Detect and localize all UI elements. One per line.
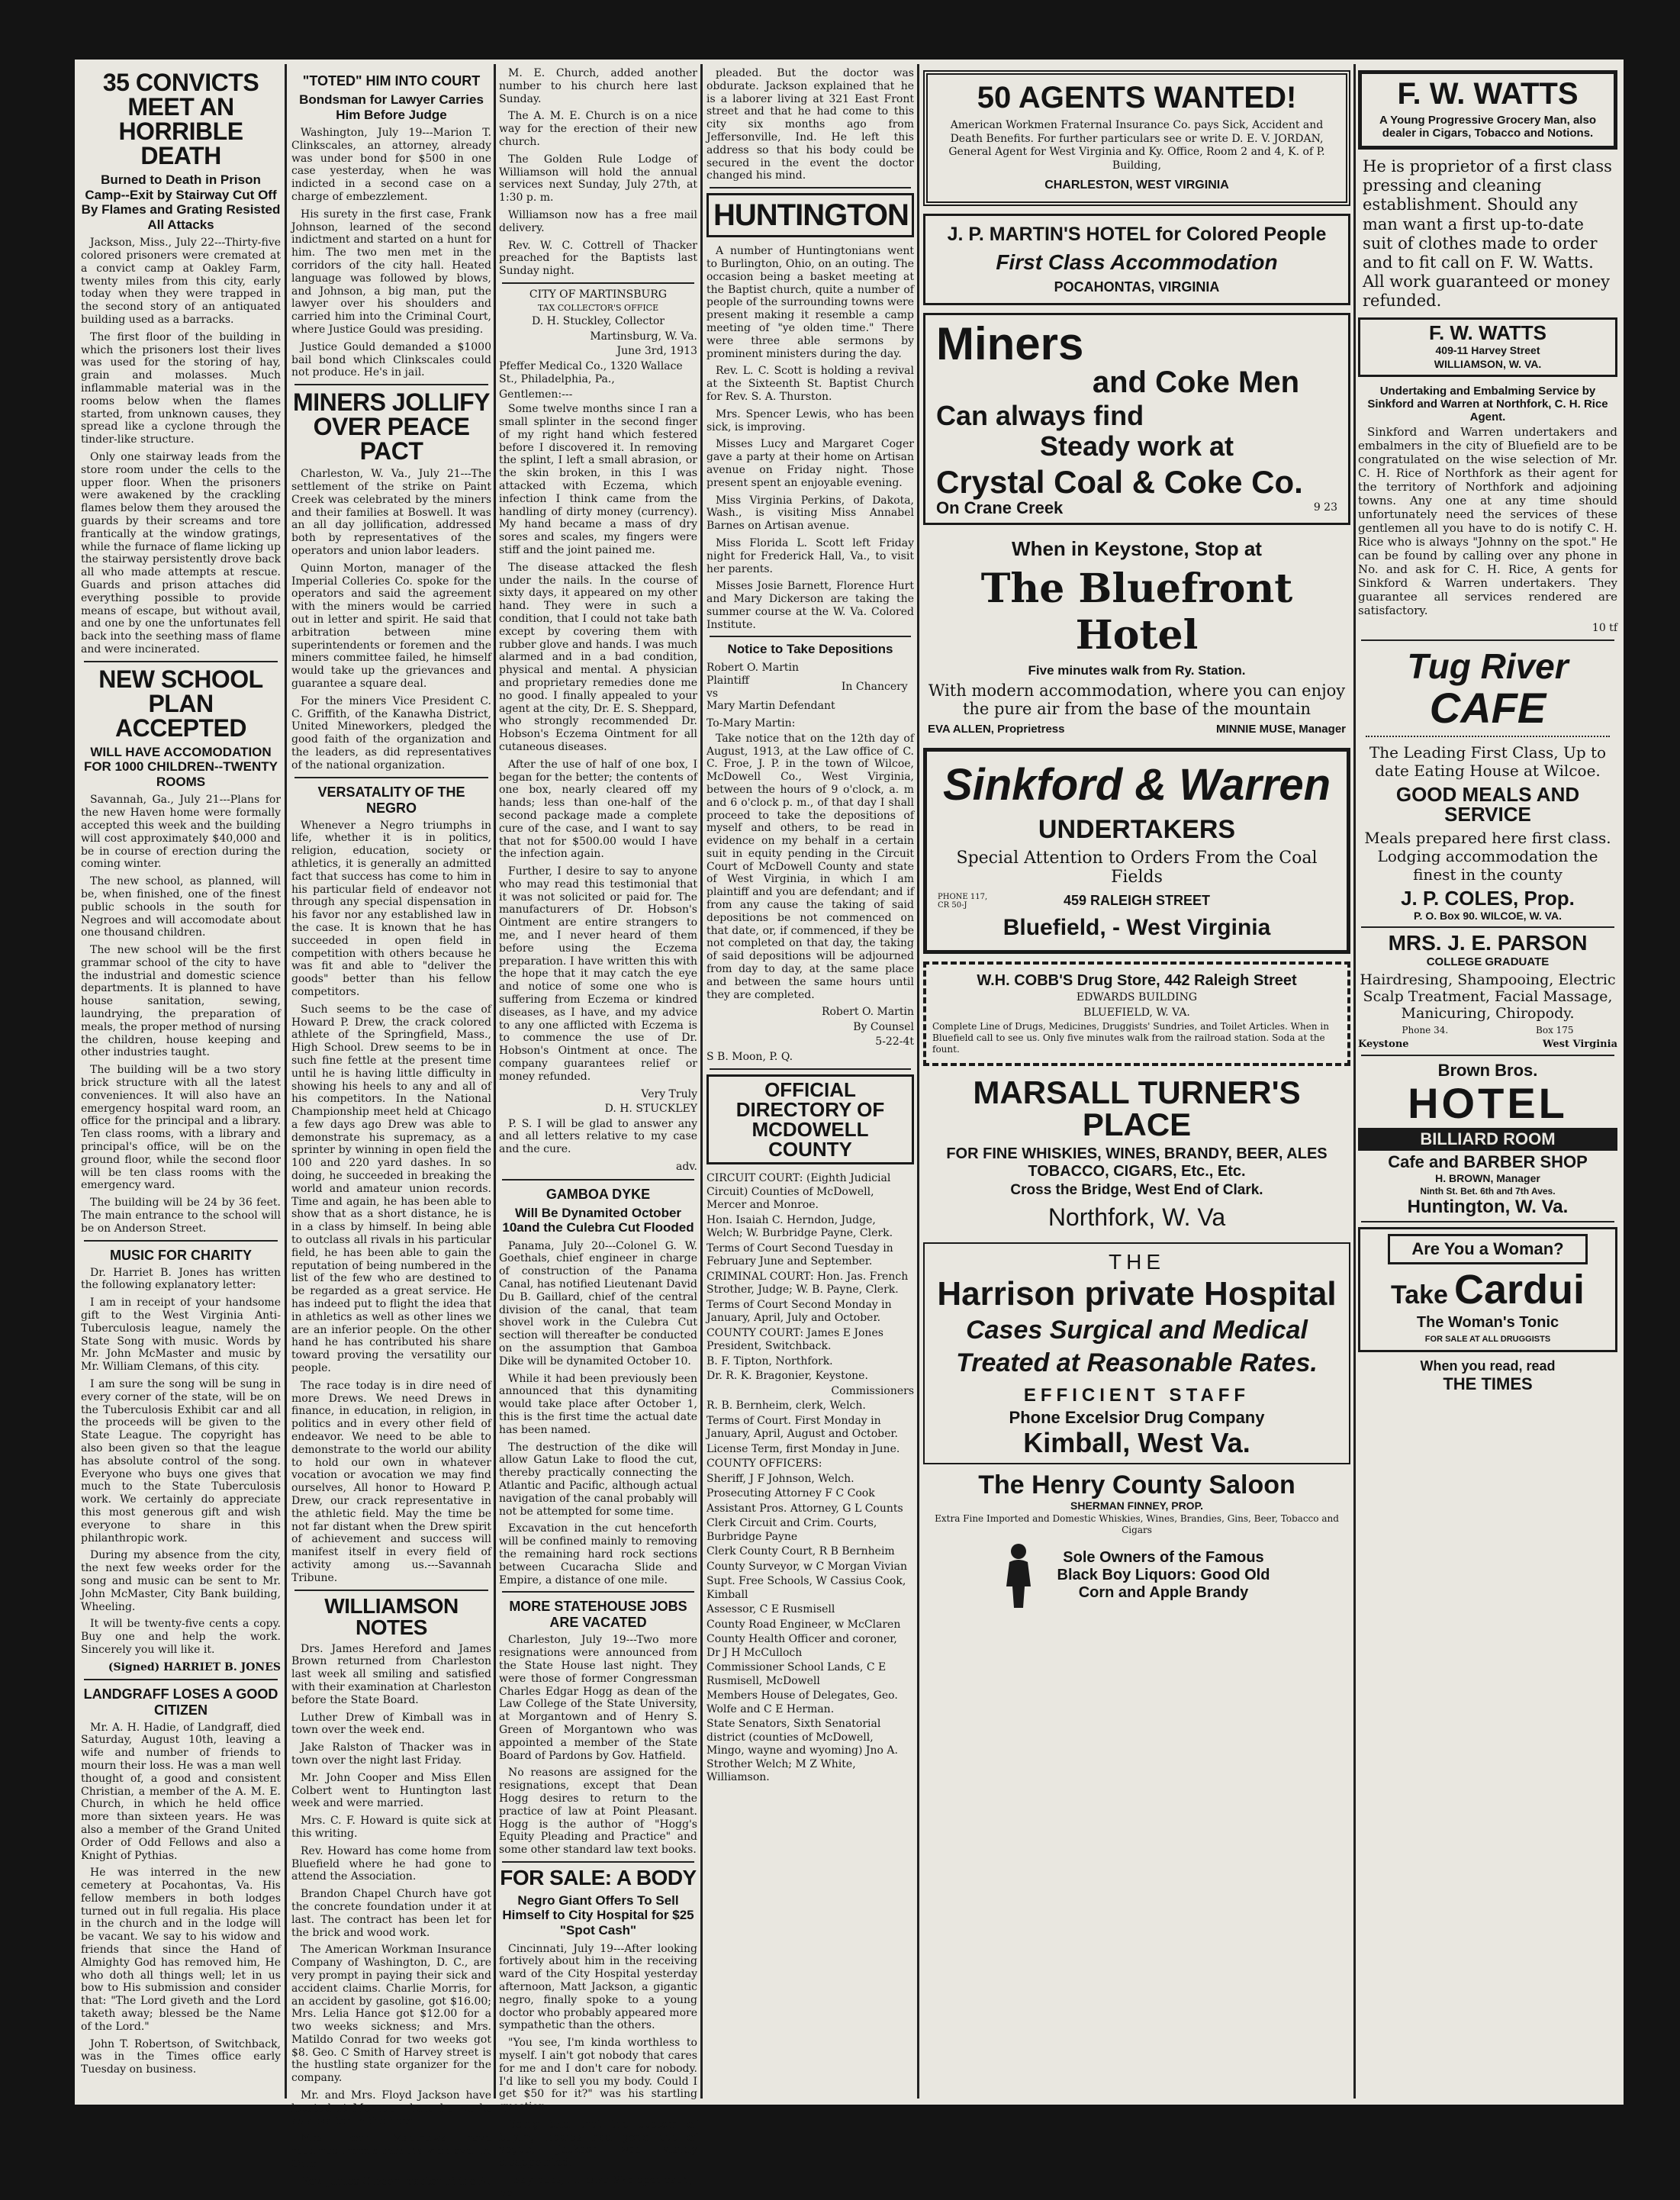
paragraph: Jake Ralston of Thacker was in town over the night last Friday. [291, 1741, 491, 1767]
directory-line: Terms of Court Second Monday in January, April, July and October. [706, 1298, 892, 1325]
ad-title: Undertaking and Embalming Service by Sinkford and Warren at Northfork, C. H. Rice Agent. [1367, 384, 1608, 424]
paragraph: Mr. A. H. Hadie, of Landgraff, died Saturday, August 10th, leaving a wife and number of friends to mourn their loss. He was a man well thought of, a good and consistent Christian, a member of the A. M. E. Church, in which he held office more than sixteen years. He was also a member of the Grand United Order of Odd Fellows and also a Knight of Pythias. [81, 1721, 281, 1862]
paragraph: Mrs. Pearl Matthews have returned from a months visit over in Ohio. [291, 2132, 491, 2171]
headline: WILLIAMSON NOTES [324, 1593, 459, 1639]
paragraph: Being told that the custom of buying bodies had gone out of vogue, Jackson was visibly disappointed. [499, 2118, 697, 2169]
ad-title: W.H. COBB'S Drug Store, 442 Raleigh Street [977, 972, 1297, 989]
ad-title: Cardui [1453, 1267, 1585, 1313]
column-1 [81, 67, 281, 2095]
headline: MUSIC FOR CHARITY [110, 1247, 252, 1263]
paragraph: Justice Gould demanded a $1000 bail bond which Clinkscales could not produce. He's in jail. [291, 340, 491, 379]
ad-line: EFFICIENT STAFF [1023, 1385, 1250, 1406]
paragraph: Rev. W. C. Cottrell of Thacker preached for the Baptists last Sunday night. [499, 239, 697, 278]
court-type: In Chancery [841, 681, 908, 694]
section-title: HUNTINGTON [713, 198, 909, 233]
directory-line: Dr. R. K. Bragonier, Keystone. [706, 1370, 868, 1383]
paragraph: The new school will be the first grammar school of the city to have the industrial and domestic science departments. It is planned to have house sanitation, sewing, laundrying, the preparation of meals, the proper method of nursing the children, house keeping and other industries taught. [81, 944, 281, 1059]
ad-line: SHERMAN FINNEY, PROP. [1070, 1499, 1203, 1512]
notice-by: By Counsel [853, 1020, 914, 1033]
letter-place: Martinsburg, W. Va. [590, 330, 697, 343]
official-directory [706, 1074, 914, 1785]
headline: "TOTED" HIM INTO COURT [302, 73, 481, 89]
paragraph: John T. Robertson, of Switchback, was in the Times office early Tuesday on business. [81, 2037, 281, 2076]
ad-title: The Bluefront Hotel [980, 565, 1293, 659]
ad-title: Tug River [1407, 646, 1569, 686]
paragraph: The A. M. E. Church is on a nice way for the erection of their new church. [499, 110, 697, 148]
ad-line: FOR FINE WHISKIES, WINES, BRANDY, BEER, ALES TOBACCO, CIGARS, Etc., Etc. [946, 1145, 1328, 1180]
paragraph: Take notice that on the 12th day of August, 1913, at the Law office of C. C. Froe, J. P. in the town of Wilcoe, McDowell Co., West Virginia, between the hours of 9 o'clock, a. m and 6 o'clock p. m., of that day I shall proceed to take the depositions of myself and others, to be read in evidence on my behalf in a certain suit in equity pending in the Circuit Court of McDowell County and state of West Virginia, in which I am plaintiff and you are defendant; and if from any cause the taking of said depositions be not commenced on that date, or, if commenced, if they be not completed on that day, the taking of said depositions will be adjourned from day to day, at the same place and between the same hours until they are completed. [706, 732, 914, 1001]
paragraph: Cincinnati, July 19---After looking fortively about him in the receiving ward of the City Hospital yesterday afternoon, Matt Jackson, a gigantic negro, finally spoke to a young doctor who probably appeared more sympathetic than the others. [499, 1942, 697, 2032]
paragraph: Such seems to be the case of Howard P. Drew, the crack colored athlete of the Springfield, Mass., High School. Drew seems to be in such fine fettle at the present time until he is having little difficulty in showing his heels to any and all of his competitors. In the National Championship meet held at Chicago a few days ago Drew was able to demonstrate his supremacy, as a sprinter by winning in open field the 100 and 220 yard dashes. In so doing, he succeeded in breaking the world and amateur union records. Time and again, he has been able to show that as a short distance, he is in a class by himself. In being able to outclass all rivals in his particular field, he has been able to gain the reputation of being numbered in the list of the few who are destined to be regarded as a great service. He has indeed put to flight the idea that in athletics as well as other lines we are an inferior people. On the other hand he has contributed his share toward proving the versatility our people. [291, 1003, 491, 1375]
ad-line: F. W. WATTS [1428, 320, 1547, 344]
letter-salutation: Gentlemen:--- [499, 388, 573, 401]
paragraph: "You see, I'm kinda worthless to myself. I ain't got nobody that cares for me and I don't care for nobody. I'd like to sell you my body. Could I get $50 for it?" was his startling question. [499, 2037, 697, 2114]
paragraph: Drs. James Hereford and James Brown returned from Charleston last week all smiling and satisfied with their examination at Charleston before the State Board. [291, 1642, 491, 1706]
ad-watts-address-box [1358, 317, 1617, 377]
article-williamson [291, 1593, 491, 2189]
ad-brown-bros-hotel [1358, 1061, 1617, 1216]
ad-read-the-times [1358, 1358, 1617, 1393]
ad-address: 409-11 Harvey Street [1435, 343, 1540, 356]
article-toted [291, 73, 491, 379]
directory-line: County Surveyor, w C Morgan Vivian [706, 1560, 907, 1573]
article-body-for-sale [499, 1867, 697, 2200]
paragraph: Further, I desire to say to anyone who may read this testimonial that it was not solicited or paid for. The manufacturers of Dr. Hobson's Ointment are entire strangers to me, and I never heard of them before using the Eczema preparation. I have written this with the hope that it may catch the eye and notice of some one who is suffering from Eczema or kindred diseases, as I have, and my advice to any one afflicted with Eczema is to commence the use of Dr. Hobson's Ointment at once. The company guarantees relief or money refunded. [499, 865, 697, 1083]
paragraph: Washington, July 19---Marion T. Clinkscales, an attorney, already was under bond for $500 in one case yesterday, when he was indicted in a second case on a charge of embezzlement. [291, 127, 491, 204]
article-charity [81, 1248, 281, 1674]
paragraph: The building will be a two story brick structure with all the latest conveniences. It will also have an emergency hospital ward room, an office for the principal and a library. Ten class rooms, with a library and principal's office, will be on the ground floor, while the second floor will be ten class rooms with the emergency ward. [81, 1064, 281, 1192]
article-miners [291, 390, 491, 771]
paragraph: Quinn Morton, manager of the Imperial Colleries Co. spoke for the operators and said the agreement with the miners would be carried out in letter and spirit. He said that arbitration between mine superintendents or foremen and the miners committee failed, he himself would take up the grievances and guarantee a square deal. [291, 562, 491, 690]
ad-address: Ninth St. Bet. 6th and 7th Aves. [1420, 1186, 1556, 1197]
article-church [499, 67, 697, 278]
ad-henry-county-saloon [923, 1472, 1350, 1609]
divider [294, 384, 488, 385]
paragraph: Charleston, W. Va., July 21---The settlement of the strike on Paint Creek was celebrated by the miners and their families at Boswell. It was an all day jollification, addressed both by representatives of the operators and union labor leaders. [291, 468, 491, 558]
ad-ref: 9 23 [1313, 501, 1337, 514]
ad-title: Harrison private Hospital [937, 1275, 1337, 1313]
article-testimonial-letter [499, 288, 697, 1174]
ad-line: A Young Progressive Grocery Man, also dealer in Cigars, Tobacco and Notions. [1379, 114, 1596, 140]
ornament-divider [1366, 736, 1610, 737]
ad-line: Can always find [936, 400, 1144, 431]
ad-line: BILLIARD ROOM [1358, 1128, 1617, 1151]
ad-title: MARSALL TURNER'S PLACE [973, 1074, 1301, 1142]
headline: FOR SALE: A BODY [500, 1865, 697, 1889]
paragraph: M. E. Church, added another number to his church here last Sunday. [499, 67, 697, 105]
paragraph: The building will be 24 by 36 feet. The main entrance to the school will be on Anderson Street. [81, 1197, 281, 1235]
letter-addressee: Pfeffer Medical Co., 1320 Wallace St., Philadelphia, Pa., [499, 359, 683, 386]
letter-signer: D. H. STUCKLEY [604, 1103, 697, 1116]
subheadline: Bondsman for Lawyer Carries Him Before Judge [299, 92, 484, 122]
ad-phone: PHONE 117, CR 50-J [938, 892, 988, 910]
ad-line: With modern accommodation, where you can enjoy the pure air from the base of the mountain [928, 681, 1346, 718]
ad-city: CHARLESTON, WEST VIRGINIA [1044, 179, 1229, 192]
ad-place: West Virginia [1542, 1039, 1617, 1050]
article-gamboa [499, 1187, 697, 1587]
column-rule [1353, 64, 1356, 2099]
divider [84, 1240, 278, 1242]
directory-line: CRIMINAL COURT: Hon. Jas. French Strother, Judge; W. B. Payne, Clerk. [706, 1270, 909, 1296]
paragraph: Panama, July 20---Colonel G. W. Goethals, chief engineer in charge of construction of the Panama Canal, has notified Lieutenant David Du B. Gaillard, chief of the central division of the canal, that team shovel work in the Culebra Cut section will thereafter be conducted on the assumption that Gamboa Dike will be dynamited October 10. [499, 1239, 697, 1367]
paragraph: pleaded. But the doctor was obdurate. Jackson explained that he is a laborer living at 321 East Front street and that he had come to this city six months ago from Jeffersonville, Ind. He left this address so that his body could be secured in the event the doctor changed his mind. [706, 67, 914, 182]
divider [502, 282, 694, 284]
paragraph: Williamson now has a free mail delivery. [499, 208, 697, 234]
ad-line: First Class Accommodation [996, 250, 1278, 274]
column-3 [499, 67, 697, 2199]
directory-line: Commissioner School Lands, C E Rusmisell, McDowell [706, 1661, 887, 1687]
adv-mark: adv. [675, 1161, 697, 1174]
directory-line: Clerk County Court, R B Bernheim [706, 1545, 895, 1558]
ad-title: THE TIMES [1443, 1374, 1533, 1393]
column-4 [706, 67, 914, 2095]
article-huntington [706, 193, 914, 631]
divider [710, 636, 911, 637]
divider [294, 777, 488, 778]
headline: Notice to Take Depositions [727, 642, 893, 657]
paragraph: "Say boss, I'll take $25 spot cash," he [499, 2174, 697, 2199]
notice-clerk: S B. Moon, P. Q. [706, 1050, 793, 1063]
divider [502, 1861, 694, 1863]
directory-line: Assistant Pros. Attorney, G L Counts [706, 1502, 903, 1515]
letter-closing: Very Truly [641, 1087, 697, 1100]
article-convicts [81, 70, 281, 656]
paragraph: Only one stairway leads from the store room under the cells to the upper floor. When the prisoners were awakened by the crackling flames below them they aroused the guards by their screams and tore frantically at the window gratings, while the furnace of flame licking up the stairway persistently drove back all who made attempts at rescue. Guards and prison attaches did everything possible to provide means of escape, but without avail, and one by one the unfortunates fell back into the seething mass of flame and were incinerated. [81, 450, 281, 655]
ad-line: THE [1109, 1250, 1165, 1274]
column-rule [700, 64, 703, 2099]
directory-line: Clerk Circuit and Crim. Courts, Burbridge Payne [706, 1517, 877, 1543]
ad-line: Cafe and BARBER SHOP [1388, 1152, 1588, 1171]
ad-line: H. BROWN, Manager [1435, 1172, 1540, 1184]
ad-city: Bluefield, - West Virginia [1003, 915, 1271, 940]
ad-city: Northfork, W. Va [1048, 1203, 1226, 1231]
ad-line: Meals prepared here first class. Lodging accommodation the finest in the county [1364, 829, 1611, 884]
ad-title: J. P. MARTIN'S HOTEL for Colored People [947, 224, 1327, 245]
paragraph: Rev. Howard has come home from Bluefield where he had gone to attend the Association. [291, 1844, 491, 1883]
ad-line: P. O. Box 90. WILCOE, W. VA. [1414, 910, 1562, 922]
divider [1361, 1055, 1614, 1056]
divider [502, 1591, 694, 1593]
headline: VERSATALITY OF THE NEGRO [317, 784, 465, 816]
paragraph: Mrs. C. F. Howard is quite sick at this writing. [291, 1815, 491, 1840]
headline: OFFICIAL DIRECTORY OF MCDOWELL COUNTY [735, 1078, 885, 1161]
directory-line: B. F. Tipton, Northfork. [706, 1354, 833, 1367]
divider [84, 1679, 278, 1680]
paragraph: Some twelve months since I ran a small splinter in the second finger of my right hand which festered before I discovered it. In removing the splint, I left a small abrasion, or the skin broken, in this I was attacked with Eczema, which infection I think came from the handling of dirty money (currency). My hand became a mass of dry sores and scales, my fingers were stiff and the joint pained me. [499, 403, 697, 556]
ad-line: When in Keystone, Stop at [1012, 537, 1262, 560]
directory-line: Terms of Court. First Monday in January, April, August and October. [706, 1414, 898, 1441]
paragraph: Mr. John Cooper and Miss Ellen Colbert went to Huntington last week and were married. [291, 1771, 491, 1810]
paragraph: The American Workman Insurance Company of Washington, D. C., are very prompt in paying their sick and accident claims. Charlie Morris, for an accident by gasoline, got $16.00; Mrs. Lelia Hance got $12.00 for a two weeks sickness; and Mrs. Matildo Conrad for two weeks got $8. Geo. C Smith of Harvey street is the hustling state organizer for the company. [291, 1944, 491, 2085]
ad-line: FOR SALE AT ALL DRUGGISTS [1424, 1335, 1551, 1344]
headline: MINERS JOLLIFY OVER PEACE PACT [293, 388, 490, 465]
ad-fw-watts [1358, 70, 1617, 150]
ad-line: POCAHONTAS, VIRGINIA [1054, 279, 1220, 295]
directory-line: County Health Officer and coroner, Dr J H McCulloch [706, 1633, 897, 1659]
paragraph: Excavation in the cut henceforth will be confined mainly to removing the remaining hard rock sections between Cucaracha Slide and Empire, a distance of one mile. [499, 1522, 697, 1586]
ad-marsall-turners-place [923, 1074, 1350, 1235]
divider [1361, 926, 1614, 928]
directory-line: Members House of Delegates, Geo. Wolfe and C E Herman. [706, 1689, 898, 1715]
ad-line: BLUEFIELD, W. VA. [1083, 1006, 1190, 1019]
ad-city: Huntington, W. Va. [1407, 1197, 1569, 1217]
article-landgraff [81, 1686, 281, 2077]
defendant: Mary Martin Defendant [706, 700, 835, 713]
column-6-advertisements [1358, 67, 1617, 2095]
paragraph: The first floor of the building in which the prisoners lost their lives was used for the storing of hay, grain and molasses. Much inflammable material was in the rooms below when the flames started, from unknown causes, they spread like a cyclone through the tinder-like structure. [81, 330, 281, 446]
paragraph: P. S. I will be glad to answer any and all letters relative to my case and the cure. [499, 1117, 697, 1156]
paragraph: Miss Virginia Perkins, of Dakota, Wash., is visiting Miss Annabel Barnes on Artisan avenue. [706, 494, 914, 533]
directory-line: State Senators, Sixth Senatorial district (counties of McDowell, Mingo, wayne and wyoming) Jno A. Strother Welch; M Z White, Williamson. [706, 1718, 898, 1784]
ad-line: The Leading First Class, Up to date Eating House at Wilcoe. [1369, 743, 1607, 780]
ad-tug-river-cafe [1358, 646, 1617, 922]
paragraph: It will be twenty-five cents a copy. Buy one and help the work. Sincerely you will like it. [81, 1618, 281, 1656]
headline: MORE STATEHOUSE JOBS ARE VACATED [509, 1599, 687, 1631]
signature: (Signed) HARRIET B. JONES [108, 1660, 281, 1673]
paragraph: Brandon Chapel Church have got the concrete foundation under it at last. The contract has been let for the brick and wood work. [291, 1888, 491, 1939]
ad-sinkford-warren [923, 748, 1350, 954]
paragraph: Rev. James Gibson, pastor of the A. [301, 2175, 491, 2188]
divider [710, 187, 911, 188]
ad-line: Phone Excelsior Drug Company [1009, 1408, 1265, 1427]
ad-proprietor: EVA ALLEN, Proprietress [928, 723, 1065, 736]
paragraph: He was interred in the new cemetery at Pocahontas, Va. His fellow members in both lodges turned out in full regalia. His place in the church and in the lodge will be vacant. We say to his widow and friends that since the Hand of Almighty God has removed him, He who doth all things well; let in us bow to His submission and consider that: "The Lord giveth and the Lord taketh away; blessed be the Name of the Lord." [81, 1867, 281, 2033]
paragraph: A number of Huntingtonians went to Burlington, Ohio, on an outing. The occasion being a basket meeting at the Baptist church, quite a number of people of the surrounding towns were present making it resemble a camp meeting of "ye olden time." There were three able sermons by prominent ministers during the day. [706, 245, 914, 360]
directory-line: Prosecuting Attorney F C Cook [706, 1487, 875, 1500]
ad-agents-wanted [923, 70, 1350, 206]
ad-body: Complete Line of Drugs, Medicines, Druggists' Sundries, and Toilet Articles. When in Bluefield call to see us. Only five minutes walk from the railroad station. Soda at the fount. [932, 1021, 1329, 1055]
directory-line: CIRCUIT COURT: (Eighth Judicial Circuit) Counties of McDowell, Mercer and Monroe. [706, 1172, 891, 1212]
paragraph: For the miners Vice President C. C. Griffith, of the Kanawha District, United Mineworkers, pledged the good faith of the organization and the leaders, as did representatives of the national organization. [291, 694, 491, 771]
ad-body: Sinkford and Warren undertakers and embalmers in the city of Bluefield are to be congratulated on the wise selection of Mr. C. H. Rice of Northfork as their agent for the territory of Northfork and adjoining towns. Any one at any time should unfortunately need the services of these gentlemen all you have to do is notify C. H. Rice who is always "Johnny on the spot." He can be found by calling over any phone in No. and ask for C. H. Rice, A gents for Sinkford & Warren undertakers. They guarantee all services rendered are satisfactory. [1358, 424, 1617, 617]
ad-manager: MINNIE MUSE, Manager [1215, 723, 1346, 736]
column-rule [494, 64, 496, 2099]
paragraph: Miss Florida L. Scott left Friday night for Frederick Hall, Va., to visit her parents. [706, 536, 914, 575]
ad-martins-hotel [923, 214, 1350, 305]
paragraph: Misses Josie Barnett, Florence Hurt and Mary Dickerson are taking the summer course at the W. Va. Colored Institute. [706, 580, 914, 631]
ad-cobbs-drug-store [923, 961, 1350, 1066]
letter-collector: D. H. Stuckley, Collector [532, 315, 665, 328]
paragraph: Mrs. Spencer Lewis, who has been sick, is improving. [706, 407, 914, 433]
paragraph: While it had been previously been announced that this dynamiting would take place after October 1, this is the first time the actual date has been named. [499, 1372, 697, 1436]
directory-line: License Term, first Monday in June. [706, 1442, 900, 1455]
letter-heading: CITY OF MARTINSBURG [529, 288, 668, 301]
legal-notice-depositions [706, 642, 914, 1064]
directory-title-box [706, 1074, 914, 1164]
letter-date: June 3rd, 1913 [616, 345, 697, 358]
ad-line: Cases Surgical and Medical Treated at Reasonable Rates. [956, 1316, 1318, 1377]
ad-line: and Coke Men [1092, 366, 1299, 399]
ad-line: Special Attention to Orders From the Coal Fields [956, 849, 1318, 887]
ad-title: MRS. J. E. PARSON [1388, 931, 1588, 955]
paragraph: Savannah, Ga., July 21---Plans for the new Haven home were formally accepted this week and the building will cost approximately $40,000 and be in course of erection during the coming winter. [81, 794, 281, 871]
paragraph: The Golden Rule Lodge of Williamson will hold the annual services next Sunday, July 27th, at 1:30 p. m. [499, 153, 697, 205]
ad-box: Box 175 [1536, 1025, 1574, 1036]
ad-line: J. P. COLES, Prop. [1401, 887, 1575, 910]
paragraph: Charleston, July 19---Two more resignations were announced from the State House last night. They were those of former Congressman Charles Edgar Hogg as dean of the Law College of the State University, at Morgantown and of Henry S. Green of Morgantown who was appointed a member of the State Board of Pardons by Gov. Hatfield. [499, 1634, 697, 1762]
paragraph: The destruction of the dike will allow Gatun Lake to flood the cut, thereby practically connecting the Atlantic and Pacific, although actual navigation of the canal probably will not be attempted for some time. [499, 1441, 697, 1518]
directory-line: Supt. Free Schools, W Cassius Cook, Kimball [706, 1575, 906, 1601]
ad-title: The Henry County Saloon [978, 1470, 1295, 1499]
directory-line: R. B. Bernheim, clerk, Welch. [706, 1400, 866, 1412]
divider [502, 1179, 694, 1181]
paragraph: After the use of half of one box, I began for the better; the contents of one box, nearly cleared off my hands; less than one-half of the second package made a complete cure of the case, and I want to say that not for $500.00 would I have the infection again. [499, 758, 697, 861]
ad-body: He is proprietor of a first class pressing and cleaning establishment. Should any man want a first up-to-date suit of clothes made to order and to fit call on F. W. Watts. All work guaranteed or money refunded. [1363, 157, 1612, 311]
notice-addressee: To-Mary Martin: [706, 717, 796, 730]
directory-line: Assessor, C E Rusmisell [706, 1603, 835, 1616]
notice-date: 5-22-4t [875, 1036, 914, 1048]
paragraph: Rev. L. C. Scott is holding a revival at the Sixteenth St. Baptist Church for Rev. S. A. Thurston. [706, 365, 914, 403]
ad-line: GOOD MEALS AND SERVICE [1395, 783, 1580, 826]
subheadline: Will Be Dynamited October 10and the Culebra Cut Flooded [502, 1205, 694, 1235]
paragraph: Misses Lucy and Margaret Coger gave a party at their home on Artisan avenue on Friday night. Those present spent an enjoyable evening. [706, 438, 914, 489]
ad-line: Miners [936, 318, 1084, 369]
ad-line: EDWARDS BUILDING [1076, 991, 1198, 1003]
ad-city: Kimball, West Va. [1023, 1427, 1250, 1458]
ad-cardui [1358, 1227, 1617, 1352]
ad-line: Sole Owners of the Famous Black Boy Liquors: Good Old Corn and Apple Brandy [1057, 1548, 1270, 1601]
ad-title: Sinkford & Warren [942, 760, 1331, 810]
paragraph: Whenever a Negro triumphs in life, whether it is in politics, religion, education, society or athletics, it is generally an admitted fact that success has come to him in his particular field of endeavor not through any special dispensation in his favor nor any established law in the case. It is known that he has succeeded in open field in competition with others because he was fit and able to "deliver the goods" better than his fellow competitors. [291, 819, 491, 998]
ad-title: 50 AGENTS WANTED! [977, 81, 1297, 114]
ad-line: On Crane Creek [936, 498, 1064, 517]
article-statehouse [499, 1599, 697, 1857]
paragraph: Luther Drew of Kimball was in town over the week end. [291, 1711, 491, 1737]
ad-harrison-hospital [923, 1242, 1350, 1464]
ad-address: 459 RALEIGH STREET [1063, 893, 1211, 908]
divider [1361, 639, 1614, 641]
paragraph: No reasons are assigned for the resignations, except that Dean Hogg desires to return to the practice of law at Point Pleasant. Hogg is the author of "Hogg's Equity Pleading and Practice" and some other standard law text books. [499, 1767, 697, 1857]
ad-line: Cross the Bridge, West End of Clark. [1010, 1182, 1263, 1198]
headline: 35 CONVICTS MEET AN HORRIBLE DEATH [102, 69, 259, 169]
figure-illustration-icon [996, 1541, 1041, 1609]
paragraph: Mr. and Mrs. Floyd Jackson have located at Monroe where he works as a waiter in the hotel. [291, 2089, 491, 2128]
case-caption [706, 662, 914, 713]
headline: LANDGRAFF LOSES A GOOD CITIZEN [83, 1686, 278, 1718]
article-school [81, 667, 281, 1235]
ad-line: The Woman's Tonic [1416, 1314, 1559, 1331]
subheadline: Burned to Death in Prison Camp--Exit by Stairway Cut Off By Flames and Grating Resisted All Attacks [81, 172, 281, 232]
ad-line: Are You a Woman? [1411, 1239, 1564, 1258]
directory-line: Commissioners [831, 1384, 914, 1397]
ad-line: Crystal Coal & Coke Co. [936, 464, 1303, 500]
ad-ref: 10 tf [1591, 621, 1617, 634]
ad-mrs-parson [1358, 933, 1617, 1050]
newspaper-page [75, 60, 1624, 2199]
directory-line: Sheriff, J F Johnson, Welch. [706, 1472, 854, 1485]
versus: vs [706, 687, 719, 700]
headline: GAMBOA DYKE [546, 1186, 651, 1202]
paragraph: The disease attacked the flesh under the nails. In the course of sixty days, it appeared on my other hand. They were in such a condition, that I could not take bath except by covering them with rubber glove and hands. I was much alarmed and in a bad condition, physical and mental. A physician and proprietary remedies done me no good. I finally appealed to your agent at the city, Dr. E. S. Sheppard, who strongly recommended Dr. Hobson's Eczema Ointment for all cutaneous diseases. [499, 561, 697, 753]
column-rule [917, 64, 919, 2099]
ad-line: UNDERTAKERS [1038, 815, 1236, 844]
ad-line: Five minutes walk from Ry. Station. [1028, 663, 1246, 678]
directory-line: Hon. Isaiah C. Herndon, Judge, Welch; W. Burbridge Payne, Clerk. [706, 1213, 893, 1240]
ad-bluefront-hotel [923, 533, 1350, 740]
directory-line: COUNTY COURT: James E Jones President, Switchback. [706, 1326, 883, 1353]
divider [1361, 1221, 1614, 1222]
paragraph: I am sure the song will be sung in every corner of the state, will be on the Tuberculosis Exhibit car and all the proceeds will be given to the State League. The copyright has also been given so that the league has absolute control of the song. Everyone who buys one gives that much to the State Tuberculosis work. We certainly do appreciate this most generous gift and wish everyone to share in this philanthropic work. [81, 1378, 281, 1545]
ad-line: Brown Bros. [1437, 1061, 1538, 1080]
ad-line: Take [1390, 1280, 1448, 1309]
paragraph: Dr. Harriet B. Jones has written the following explanatory letter: [81, 1266, 281, 1292]
divider [294, 1590, 488, 1591]
paragraph: Jackson, Miss., July 22---Thirty-five colored prisoners were cremated at a convict camp at Oakley Farm, twenty miles from this city, early today when they were trapped in the second story of an antiquated building used as a barracks. [81, 237, 281, 326]
letter-office: TAX COLLECTOR'S OFFICE [537, 303, 659, 314]
directory-line: County Road Engineer, w McClaren [706, 1618, 901, 1631]
headline: NEW SCHOOL PLAN ACCEPTED [98, 665, 263, 742]
divider [710, 1068, 911, 1070]
paragraph: The new school, as planned, will be, when finished, one of the finest public schools in the south for Negroes and will accomodate about one thousand children. [81, 875, 281, 939]
article-negro [291, 784, 491, 1585]
ad-line: COLLEGE GRADUATE [1426, 955, 1550, 968]
ad-place: Keystone [1358, 1039, 1409, 1050]
ad-body: American Workmen Fraternal Insurance Co. pays Sick, Accident and Death Benefits. For further particulars see or write D. E. V. JORDAN, General Agent for West Virginia and Ky. Office, Room 2 and 4, K. of P. Building, [948, 119, 1325, 172]
directory-line: Terms of Court Second Tuesday in February June and September. [706, 1242, 893, 1268]
ad-title: HOTEL [1408, 1079, 1568, 1127]
paragraph: I am in receipt of your handsome gift to the West Virginia Anti-Tuberculosis league, namely the State Song with music. Words by Mr. John McMaster and music by Mr. William Clemans, of this city. [81, 1296, 281, 1374]
ad-city: WILLIAMSON, W. VA. [1434, 357, 1542, 370]
notice-signer: Robert O. Martin [821, 1006, 914, 1019]
column-2 [291, 67, 491, 2188]
ad-crystal-coal [923, 313, 1350, 525]
divider [84, 661, 278, 662]
ad-line: Extra Fine Imported and Domestic Whiskies, Wines, Brandies, Gins, Beer, Tobacco and Cigars [935, 1513, 1339, 1535]
paragraph: His surety in the first case, Frank Johnson, learned of the second indictment and started on a hunt for him. The two men met in the corridors of the city hall. Heated language was followed by blows, and Johnson, a big man, put the lawyer over his shoulders and carried him into the Criminal Court, where Justice Gould was presiding. [291, 208, 491, 337]
ad-line: Steady work at [1039, 430, 1234, 462]
ad-body: Hairdresing, Shampooing, Electric Scalp Treatment, Facial Massage, Manicuring, Chiropody. [1360, 971, 1616, 1022]
plaintiff: Robert O. Martin Plaintiff [706, 662, 800, 687]
subheadline: WILL HAVE ACCOMODATION FOR 1000 CHILDREN--TWENTY ROOMS [83, 744, 278, 789]
column-5-advertisements [923, 67, 1350, 2095]
huntington-title-box [706, 193, 914, 237]
paragraph: The race today is in dire need of more Drews. We need Drews in finance, in education, in religion, in politics and in every other field of endeavor. We need to be able to demonstrate to the world our ability to hold our own in whatever vocation or avocation we may find ourselves, All honor to Howard P. Drew, our crack representative in the athletic field. May the time be not far distant when the Drew spirit of achievement and success will manifest itself in every field of activity among us.---Savannah Tribune. [291, 1379, 491, 1584]
ad-phone: Phone 34. [1402, 1025, 1449, 1036]
directory-line: COUNTY OFFICERS: [706, 1458, 822, 1470]
ad-title: CAFE [1429, 684, 1546, 732]
ad-title: F. W. WATTS [1397, 77, 1579, 111]
column-rule [285, 64, 287, 2099]
ad-line: When you read, read [1420, 1358, 1556, 1374]
paragraph: During my absence from the city, the next few weeks order for the song and music can be sent to Mr. John McMaster, City Bank building, Wheeling. [81, 1549, 281, 1613]
subheadline: Negro Giant Offers To Sell Himself to City Hospital for $25 "Spot Cash" [502, 1892, 694, 1937]
